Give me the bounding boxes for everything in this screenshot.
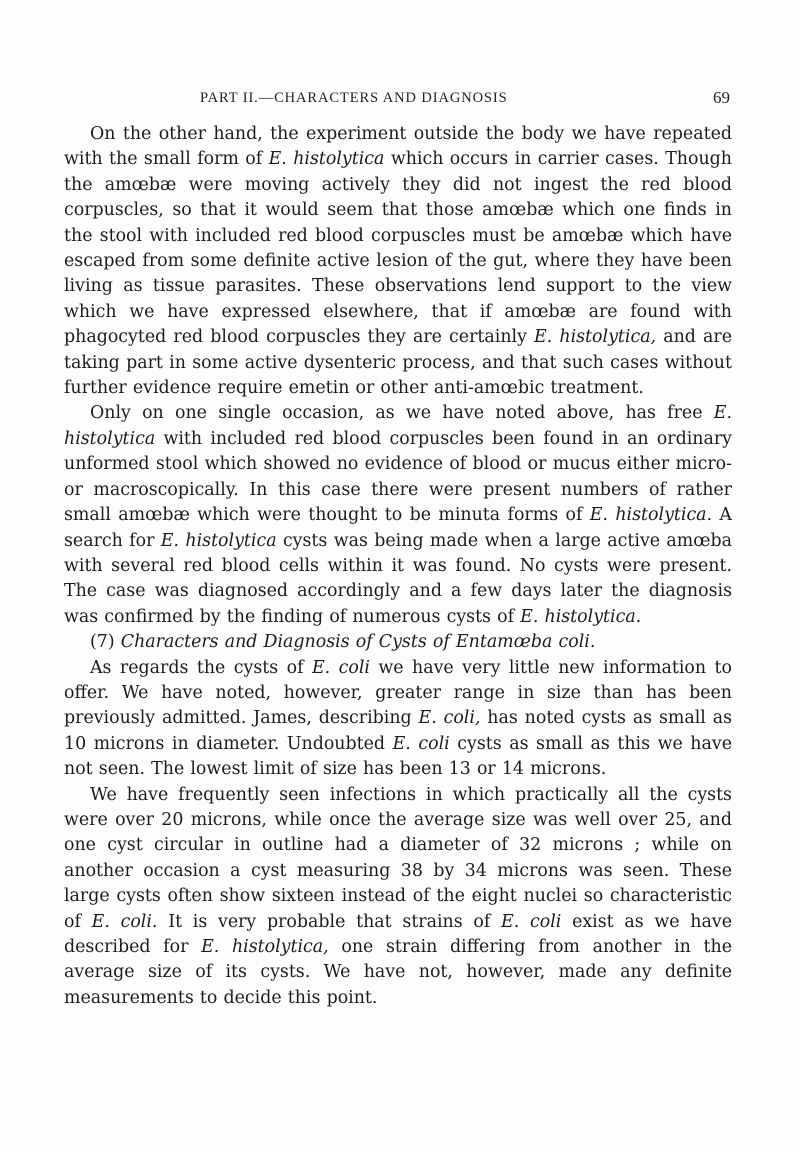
paragraph-3 xyxy=(64,656,732,783)
species-name: E. histolytica xyxy=(64,403,732,449)
paragraph-3-text-3: has noted cysts as small as 10 microns in diameter. Undoubted xyxy=(64,708,732,754)
paragraph-3-text-1: As regards the cysts of xyxy=(90,657,312,678)
species-name: E. histolytica xyxy=(160,530,277,551)
paragraph-2-text-3: A search for xyxy=(64,505,732,551)
running-title: PART II.—CHARACTERS AND DIAGNOSIS xyxy=(200,90,508,106)
paragraph-2-text-2: with included red blood corpuscles been found in an ordinary unformed stool which showed no evidence of blood or mucus either micro- or macroscopically. In this case there were present numbers of rather small amœbæ which were thought to be minuta forms of xyxy=(64,428,732,526)
paragraph-1-text-1: On the other hand, the experiment outside the body we have repeated with the small form of xyxy=(64,124,732,170)
paragraph-4-text-1: We have frequently seen infections in which practically all the cysts were over 20 microns, while once the average size was well over 25, and one cyst circular in outline had a diameter of 32 microns ; while on another occasion a cyst measuring 38 by 34 microns was seen. These large cysts often show sixteen instead of the eight nuclei so characteristic of xyxy=(64,784,732,932)
species-name: E. coli. xyxy=(91,911,158,932)
paragraph-1-text-3: and are taking part in some active dysenteric process, and that such cases without further evidence require emetin or other anti-amœbic treatment. xyxy=(64,327,732,399)
paragraph-2-text-1: Only on one single occasion, as we have noted above, has free xyxy=(90,403,714,424)
species-name: E. coli xyxy=(392,733,450,754)
paragraph-4-text-2: It is very probable that strains of xyxy=(157,911,502,932)
species-name: E. histolytica xyxy=(268,149,385,170)
paragraph-4 xyxy=(64,783,732,1012)
paragraph-2 xyxy=(64,401,732,630)
section-number: (7) xyxy=(90,632,115,653)
species-name: E. histolytica, xyxy=(534,327,657,348)
paragraph-3-text-4: cysts as small as this we have not seen. The lowest limit of size has been 13 or 14 microns. xyxy=(64,733,732,780)
paragraph-4-text-4: one strain differing from another in the average size of its cysts. We have not, however, made any definite measurements to decide this point. xyxy=(64,937,732,1008)
species-name: E. coli xyxy=(311,657,370,678)
species-name: E. coli xyxy=(501,911,562,932)
species-name: E. histolytica. xyxy=(589,505,713,526)
paragraph-3-text-2: we have very little new information to offer. We have noted, however, greater range in size than has been previously admitted. James, describing xyxy=(64,657,732,729)
species-name: E. histolytica. xyxy=(520,606,642,627)
section-heading xyxy=(64,630,732,655)
paragraph-1-text-2: which occurs in carrier cases. Though the amœbæ were moving actively they did not ingest the red blood corpuscles, so that it would seem that those amœbæ which one finds in the stool with included red blood corpuscles must be amœbæ which have escaped from some definite active lesion of the gut, where they have been living as tissue parasites. These observations lend support to the view which we have expressed elsewhere, that if amœbæ are found with phagocyted red blood corpuscles they are certainly xyxy=(64,149,732,348)
section-title: Characters and Diagnosis of Cysts of Entamœba coli. xyxy=(120,632,596,653)
paragraph-4-text-3: exist as we have described for xyxy=(64,911,732,957)
body-text xyxy=(64,122,732,1011)
species-name: E. coli, xyxy=(418,708,481,729)
species-name: E. histolytica, xyxy=(201,937,329,957)
paragraph-2-text-4: cysts was being made when a large active amœba with several red blood cells within it was found. No cysts were present. The case was diagnosed accordingly and a few days later the diagnosis was confirmed by the finding of numerous cysts of xyxy=(64,530,732,627)
paragraph-1 xyxy=(64,122,732,401)
page-number: 69 xyxy=(713,88,730,107)
